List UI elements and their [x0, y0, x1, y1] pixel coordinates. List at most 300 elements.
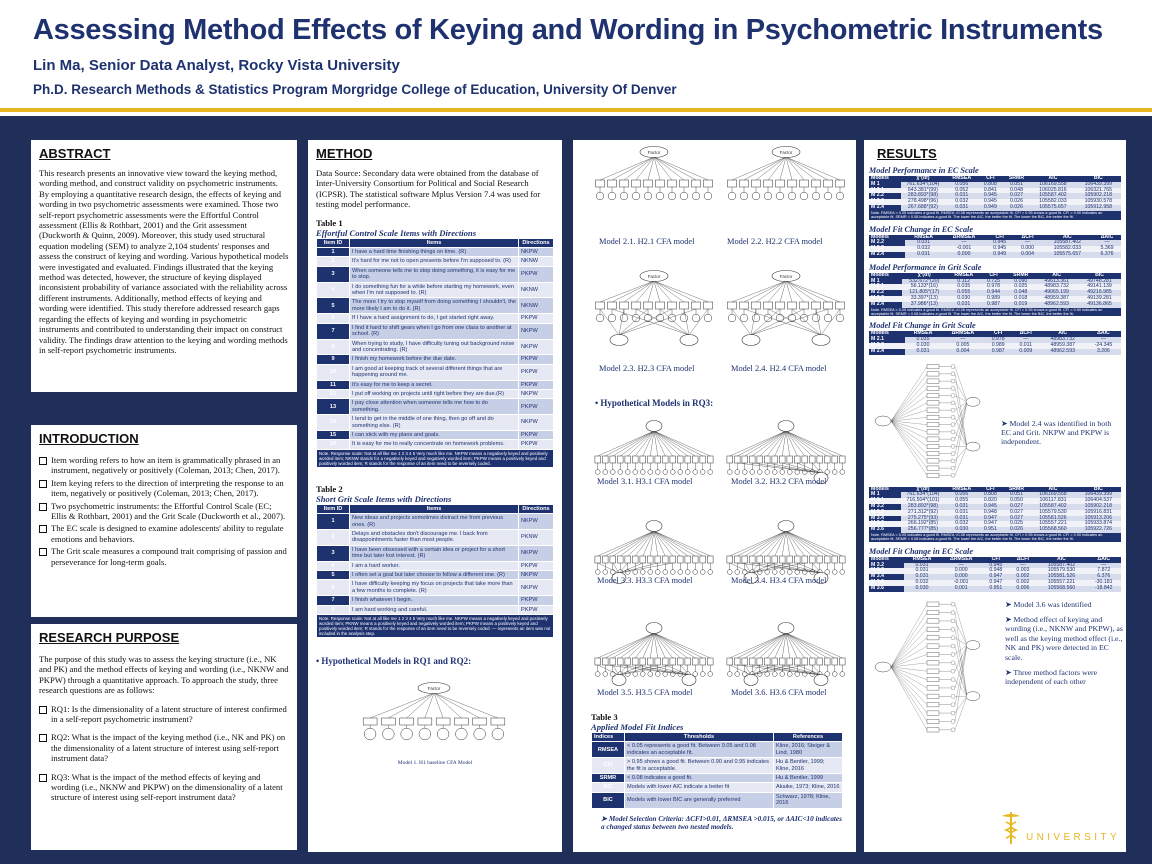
- table-row: [317, 380, 554, 389]
- item-box: [727, 456, 733, 463]
- item-direction: PKNW: [519, 530, 554, 546]
- item-box: [794, 658, 800, 665]
- fit-value: 0.031: [945, 510, 978, 516]
- loading-path: [955, 388, 967, 446]
- table2: [316, 504, 554, 638]
- item-box: [643, 302, 652, 309]
- item-id: 7: [317, 596, 350, 605]
- model-id: M 3.4: [869, 516, 901, 522]
- item-direction: NKPW: [519, 571, 554, 580]
- table-header: Models: [869, 557, 904, 563]
- fit-value: —: [940, 563, 982, 569]
- item-text: I do something fun for a while before starting my homework, even when I'm not supposed to. (R): [350, 282, 519, 298]
- fit-value: 0.003: [1009, 568, 1036, 574]
- grit-change-title: Model Fit Change in Grit Scale: [869, 321, 976, 331]
- item-box: [670, 456, 676, 463]
- loading-path: [891, 388, 927, 421]
- item-box: [610, 456, 616, 463]
- item-box: [763, 180, 772, 187]
- fit-value: 0.948: [978, 510, 1002, 516]
- table-row: [317, 596, 554, 605]
- method-factor-ellipse: [966, 397, 980, 406]
- item-box: [835, 302, 844, 309]
- table1: [316, 238, 554, 468]
- fit-value: 275.275*(93): [901, 516, 946, 522]
- error-circle: [951, 371, 955, 375]
- fit-value: 0.006: [1009, 586, 1036, 592]
- item-box: [823, 180, 832, 187]
- error-circle: [951, 677, 955, 681]
- table-header: Item ID: [317, 504, 350, 513]
- item-box: [643, 180, 652, 187]
- table-row: [317, 561, 554, 570]
- fit-value: 7.872: [1086, 568, 1121, 574]
- item-box: [927, 407, 939, 411]
- loading-path: [654, 633, 695, 658]
- factor-ellipse: [646, 623, 662, 634]
- fit-value: 0.987: [984, 349, 1012, 355]
- table-header: χ²(df): [901, 487, 946, 493]
- loading-path: [737, 531, 786, 556]
- loading-path: [654, 531, 695, 556]
- table1-title: Effortful Control Scale Items with Directions: [316, 227, 477, 238]
- error-circle: [680, 192, 688, 200]
- fit-value: 0.004: [1014, 252, 1042, 258]
- ec-perf-title: Model Performance in EC Scale: [869, 166, 979, 175]
- error-circle: [595, 470, 600, 475]
- item-text: I am good at keeping track of several different things that are happening around me.: [350, 364, 519, 380]
- item-id: AIC: [592, 783, 625, 792]
- fit-value: 0.808: [978, 492, 1002, 498]
- item-box: [632, 556, 638, 563]
- table-header: RMSEA: [945, 487, 978, 493]
- item-box: [602, 556, 608, 563]
- fit-value: 0.031: [904, 568, 940, 574]
- item-id: 7: [317, 323, 350, 339]
- item-box: [817, 556, 823, 563]
- error-circle: [951, 466, 955, 470]
- loading-path: [786, 633, 827, 658]
- fit-value: 761.634*(104): [901, 492, 946, 498]
- item-id: 4: [317, 282, 350, 298]
- fit-value: 105557.221: [1030, 521, 1075, 527]
- item-box: [739, 302, 748, 309]
- table-header: Directions: [519, 504, 554, 513]
- item-box: [677, 456, 683, 463]
- loading-path: [891, 667, 927, 696]
- error-circle: [951, 602, 955, 606]
- finding-2-a-text: Model 3.6 was identified: [1013, 599, 1092, 609]
- item-id: BIC: [592, 792, 625, 808]
- item-box: [787, 302, 796, 309]
- fit-value: 0.947: [978, 521, 1002, 527]
- fit-value: 0.027: [1003, 504, 1031, 510]
- item-box: [685, 658, 691, 665]
- fit-value: 0.032: [905, 246, 942, 252]
- table-row: [592, 742, 843, 758]
- fit-value: 0.031: [945, 193, 978, 199]
- error-circle: [685, 570, 690, 575]
- error-circle: [840, 672, 845, 677]
- item-box: [400, 718, 414, 725]
- item-id: RMSEA: [592, 742, 625, 758]
- item-box: [832, 456, 838, 463]
- error-circle: [765, 470, 770, 475]
- model-id: M 2.1: [869, 284, 902, 290]
- finding-2-a: ➤ Model 3.6 was identified: [1005, 599, 1092, 609]
- loading-path: [891, 654, 927, 667]
- fit-value: 0.030: [905, 343, 942, 349]
- table-header: AIC: [1040, 331, 1086, 337]
- item-box: [927, 429, 939, 433]
- item-box: [692, 658, 698, 665]
- fit-value: 106321.765: [1076, 188, 1121, 194]
- item-id: 15: [317, 430, 350, 439]
- university-logo: [1000, 808, 1150, 852]
- item-box: [707, 556, 713, 563]
- item-box: [927, 378, 939, 382]
- fit-value: 105902.218: [1076, 193, 1121, 199]
- item-box: [927, 652, 939, 656]
- table-row: [317, 323, 554, 339]
- loading-path: [434, 693, 480, 718]
- fit-value: 105579.530: [1036, 568, 1086, 574]
- item-id: 8: [317, 605, 350, 614]
- item-direction: PKPW: [519, 561, 554, 570]
- loading-path: [891, 421, 927, 446]
- item-box: [809, 556, 815, 563]
- model-2-2-caption: Model 2.2. H2.2 CFA model: [727, 237, 823, 246]
- fit-value: —: [1014, 240, 1042, 246]
- error-circle: [951, 400, 955, 404]
- method-factor-ellipse: [966, 691, 980, 700]
- loading-path: [654, 431, 695, 456]
- model-id: M 3.6: [869, 527, 901, 533]
- loading-path: [612, 281, 654, 302]
- factor-label: Factor: [779, 273, 793, 279]
- loading-path: [955, 446, 967, 475]
- item-box: [787, 456, 793, 463]
- item-box: [625, 556, 631, 563]
- loading-path: [955, 431, 967, 446]
- fit-value: 48962.593: [1040, 349, 1086, 355]
- table-row: [317, 399, 554, 415]
- loading-path: [891, 667, 927, 705]
- purpose-text: The purpose of this study was to assess the keying structure (i.e., NK and PK) and the method effects of keying and wording (i.e., NKNW and PKPW) through a quantitative approach. To approach the study, three research questions are as follows:: [39, 654, 289, 696]
- loading-path: [605, 531, 654, 556]
- loading-path: [786, 531, 835, 556]
- model-3-2-caption: Model 3.2. H3.2 CFA model: [731, 477, 827, 486]
- item-box: [655, 658, 661, 665]
- method-panel: [308, 140, 562, 852]
- table3-title: Applied Model Fit Indices: [591, 722, 684, 732]
- fit-value: 0.031: [905, 349, 942, 355]
- loading-path: [955, 401, 967, 438]
- loading-path: [786, 157, 828, 180]
- item-box: [700, 556, 706, 563]
- loading-path: [891, 402, 927, 420]
- fit-value: 105902.218: [1076, 504, 1121, 510]
- model-id: M 3.4: [869, 574, 904, 580]
- item-text: It's easy for me to keep a secret.: [350, 380, 519, 389]
- method-text: Data Source: Secondary data were obtained from the database of Inter-University Consortium for Political and Social Research (ICPSR). The statistical software Mplus Version 7.4 was used for testing model performance.: [316, 168, 541, 210]
- loading-path: [821, 309, 840, 335]
- model-id: M 3.5: [869, 580, 904, 586]
- loading-path: [434, 693, 461, 718]
- table-row: [317, 530, 554, 546]
- model-id: M 2.3: [869, 343, 905, 349]
- finding-2-b: ➤ Method effect of keying and wording (i.e., NKNW and PKPW), as well as the keying method effect (i.e., NK and PK) were detected in EC scale.: [1005, 614, 1123, 662]
- loading-path: [891, 421, 927, 475]
- fit-value: 0.978: [984, 337, 1012, 343]
- item-box: [927, 393, 939, 397]
- error-circle: [663, 570, 668, 575]
- item-box: [734, 456, 740, 463]
- model-id: M 2.1: [869, 337, 905, 343]
- fit-value: 0.025: [1006, 284, 1035, 290]
- fit-value: 0.048: [1003, 188, 1031, 194]
- table-header: SRMR: [1003, 487, 1031, 493]
- selection-criteria: ➤ Model Selection Criteria: ΔCFI>0.01, ΔRMSEA >0.015, or ΔAIC<10 indicates a changed status between two nested models.: [601, 814, 842, 832]
- loading-path: [737, 431, 786, 456]
- loading-path: [891, 667, 927, 713]
- loading-path: [732, 281, 786, 302]
- fit-value: 0.031: [947, 302, 981, 308]
- loading-path: [654, 431, 703, 456]
- fit-value: 37.986*(13): [902, 302, 947, 308]
- item-direction: PKPW: [519, 430, 554, 439]
- error-circle: [951, 393, 955, 397]
- item-box: [655, 456, 661, 463]
- item-box: [679, 302, 688, 309]
- item-box: [685, 556, 691, 563]
- loading-path: [955, 401, 967, 409]
- grit-performance-table: [869, 273, 1121, 317]
- fit-value: 283.893*(98): [901, 504, 946, 510]
- loading-path: [786, 431, 827, 456]
- fit-value: 0.989: [984, 343, 1012, 349]
- fit-value: 266.192*(85): [901, 521, 946, 527]
- item-direction: Hu & Bentler, 1999; Kline, 2016: [774, 758, 843, 774]
- error-circle: [640, 570, 645, 575]
- item-direction: NKPW: [519, 415, 554, 431]
- item-text: I am hard working and careful.: [350, 605, 519, 614]
- fit-value: 105568.560: [1036, 586, 1086, 592]
- loading-path: [786, 431, 820, 456]
- error-circle: [951, 422, 955, 426]
- fit-value: 5.369: [1093, 246, 1121, 252]
- fit-value: 33.397*(13): [902, 296, 947, 302]
- grit-performance-body: [869, 279, 1121, 308]
- item-id: 6: [317, 314, 350, 323]
- table-row: [317, 257, 554, 266]
- loading-path: [620, 531, 654, 556]
- fit-value: 0.051: [1003, 492, 1031, 498]
- table-header: Item ID: [317, 238, 350, 247]
- item-id: 11: [317, 380, 350, 389]
- error-circle: [780, 672, 785, 677]
- hyp-heading-rq3-text: Hypothetical Models in RQ3:: [600, 398, 714, 408]
- error-circle: [648, 570, 653, 575]
- error-circle: [740, 314, 748, 322]
- ec-rq3-change-title: Model Fit Change in EC Scale: [869, 546, 973, 556]
- item-box: [787, 180, 796, 187]
- fit-value: 48983.732: [1040, 337, 1086, 343]
- table-row: [317, 580, 554, 596]
- fit-value: 0.947: [978, 516, 1002, 522]
- fit-value: 0.945: [978, 193, 1002, 199]
- error-circle: [625, 470, 630, 475]
- hyp-heading-rq1: • Hypothetical Models in RQ1 and RQ2:: [316, 656, 472, 667]
- fit-value: —: [1086, 563, 1121, 569]
- loading-path: [598, 431, 654, 456]
- loading-path: [628, 431, 654, 456]
- loading-path: [955, 645, 967, 688]
- error-circle: [595, 570, 600, 575]
- fit-value: 48962.593: [1035, 302, 1078, 308]
- factor-ellipse: [646, 421, 662, 432]
- fit-value: 105587.402: [1030, 504, 1075, 510]
- loading-path: [891, 421, 927, 461]
- loading-path: [598, 633, 654, 658]
- item-box: [703, 180, 712, 187]
- fit-value: 0.055: [947, 290, 981, 296]
- item-direction: NKPW: [519, 389, 554, 398]
- item-id: 3: [317, 266, 350, 282]
- fit-value: 105575.657: [1041, 252, 1093, 258]
- loading-path: [624, 157, 654, 180]
- fit-value: 48983.732: [1035, 284, 1078, 290]
- loading-path: [786, 157, 840, 180]
- error-circle: [708, 470, 713, 475]
- ec-rq3-performance-body: [869, 492, 1121, 533]
- item-box: [927, 627, 939, 631]
- fit-value: 0.026: [1003, 205, 1031, 211]
- item-box: [927, 660, 939, 664]
- item-box: [647, 456, 653, 463]
- table-header: AIC: [1041, 235, 1093, 241]
- finding-1-text: Model 2.4 was identified in both EC and Grit. NKPW and PKPW is independent.: [1001, 418, 1112, 447]
- table-header: BIC: [1076, 176, 1121, 182]
- fit-value: 0.031: [904, 563, 940, 569]
- table-row: [317, 545, 554, 561]
- factor-ellipse: [812, 335, 830, 346]
- error-circle: [708, 672, 713, 677]
- item-text: I finish whatever I begin.: [350, 596, 519, 605]
- loading-path: [891, 667, 927, 721]
- error-circle: [951, 408, 955, 412]
- fit-value: 0.945: [982, 563, 1009, 569]
- item-text: Delays and obstacles don't discourage me. I back from disappointments faster than most people.: [350, 530, 519, 546]
- model-id: M 2.1: [869, 188, 901, 194]
- model-id: M 3.6: [869, 586, 904, 592]
- item-box: [824, 556, 830, 563]
- item-box: [473, 718, 487, 725]
- loading-path: [654, 531, 680, 556]
- ec-performance-body: [869, 182, 1121, 211]
- item-box: [927, 610, 939, 614]
- item-id: 2: [317, 530, 350, 546]
- item-box: [757, 556, 763, 563]
- table-header: SRMR: [1006, 273, 1035, 279]
- error-circle: [832, 570, 837, 575]
- table-header: ΔCFI: [1009, 557, 1036, 563]
- item-box: [602, 658, 608, 665]
- factor-ellipse: [742, 335, 760, 346]
- item-box: [742, 456, 748, 463]
- table-row: [317, 248, 554, 257]
- model-3-1-caption: Model 3.1. H3.1 CFA model: [597, 477, 693, 486]
- error-circle: [728, 314, 736, 322]
- loading-path: [654, 281, 660, 302]
- error-circle: [735, 570, 740, 575]
- fit-value: 0.035: [905, 337, 942, 343]
- item-box: [927, 710, 939, 714]
- item-box: [742, 556, 748, 563]
- item-box: [595, 456, 601, 463]
- factor-ellipse: [875, 416, 891, 426]
- loading-path: [891, 421, 927, 439]
- finding-2-b-text: Method effect of keying and wording (i.e., NKNW and PKPW), as well as the keying method effect (i.e., NK and PK) were detected in EC scale.: [1005, 614, 1123, 662]
- model-3-6-caption: Model 3.6. H3.6 CFA model: [731, 688, 827, 697]
- fit-value: 0.949: [986, 252, 1014, 258]
- error-circle: [603, 470, 608, 475]
- item-box: [692, 456, 698, 463]
- gold-rule: [0, 108, 1152, 112]
- item-direction: PKPW: [519, 364, 554, 380]
- item-direction: PKPW: [519, 399, 554, 415]
- loading-path: [619, 563, 643, 573]
- fit-value: 0.947: [982, 574, 1009, 580]
- error-circle: [951, 727, 955, 731]
- error-circle: [951, 685, 955, 689]
- item-box: [677, 658, 683, 665]
- item-box: [927, 386, 939, 390]
- error-circle: [437, 728, 449, 740]
- table-header: Items: [350, 504, 519, 513]
- error-circle: [693, 470, 698, 475]
- fit-value: 761.634*(104): [901, 182, 946, 188]
- table-header: Models: [869, 331, 905, 337]
- fit-value: 0.945: [978, 504, 1002, 510]
- item-box: [751, 180, 760, 187]
- table-row: [317, 389, 554, 398]
- item-box: [595, 658, 601, 665]
- fit-value: 0.945: [986, 240, 1014, 246]
- grit-change-body: [869, 337, 1121, 354]
- table-header: Indices: [592, 733, 625, 742]
- loading-path: [780, 157, 786, 180]
- item-box: [619, 180, 628, 187]
- loading-path: [605, 633, 654, 658]
- error-circle: [951, 386, 955, 390]
- item-box: [927, 694, 939, 698]
- fit-value: 0.026: [1003, 527, 1031, 533]
- error-circle: [772, 570, 777, 575]
- item-direction: Kline, 2016; Steiger & Lind, 1980: [774, 742, 843, 758]
- item-text: Models with lower BIC are generally preferred: [625, 792, 774, 808]
- purpose-panel: [31, 624, 297, 850]
- error-circle: [787, 672, 792, 677]
- loading-path: [654, 157, 696, 180]
- fit-value: 716.504*(101): [901, 498, 946, 504]
- ec-rq3-change-table: [869, 557, 1121, 592]
- error-circle: [693, 570, 698, 575]
- item-box: [454, 718, 468, 725]
- loading-path: [891, 667, 927, 688]
- fit-value: 106439.399: [1076, 182, 1121, 188]
- fit-value: —: [1093, 240, 1121, 246]
